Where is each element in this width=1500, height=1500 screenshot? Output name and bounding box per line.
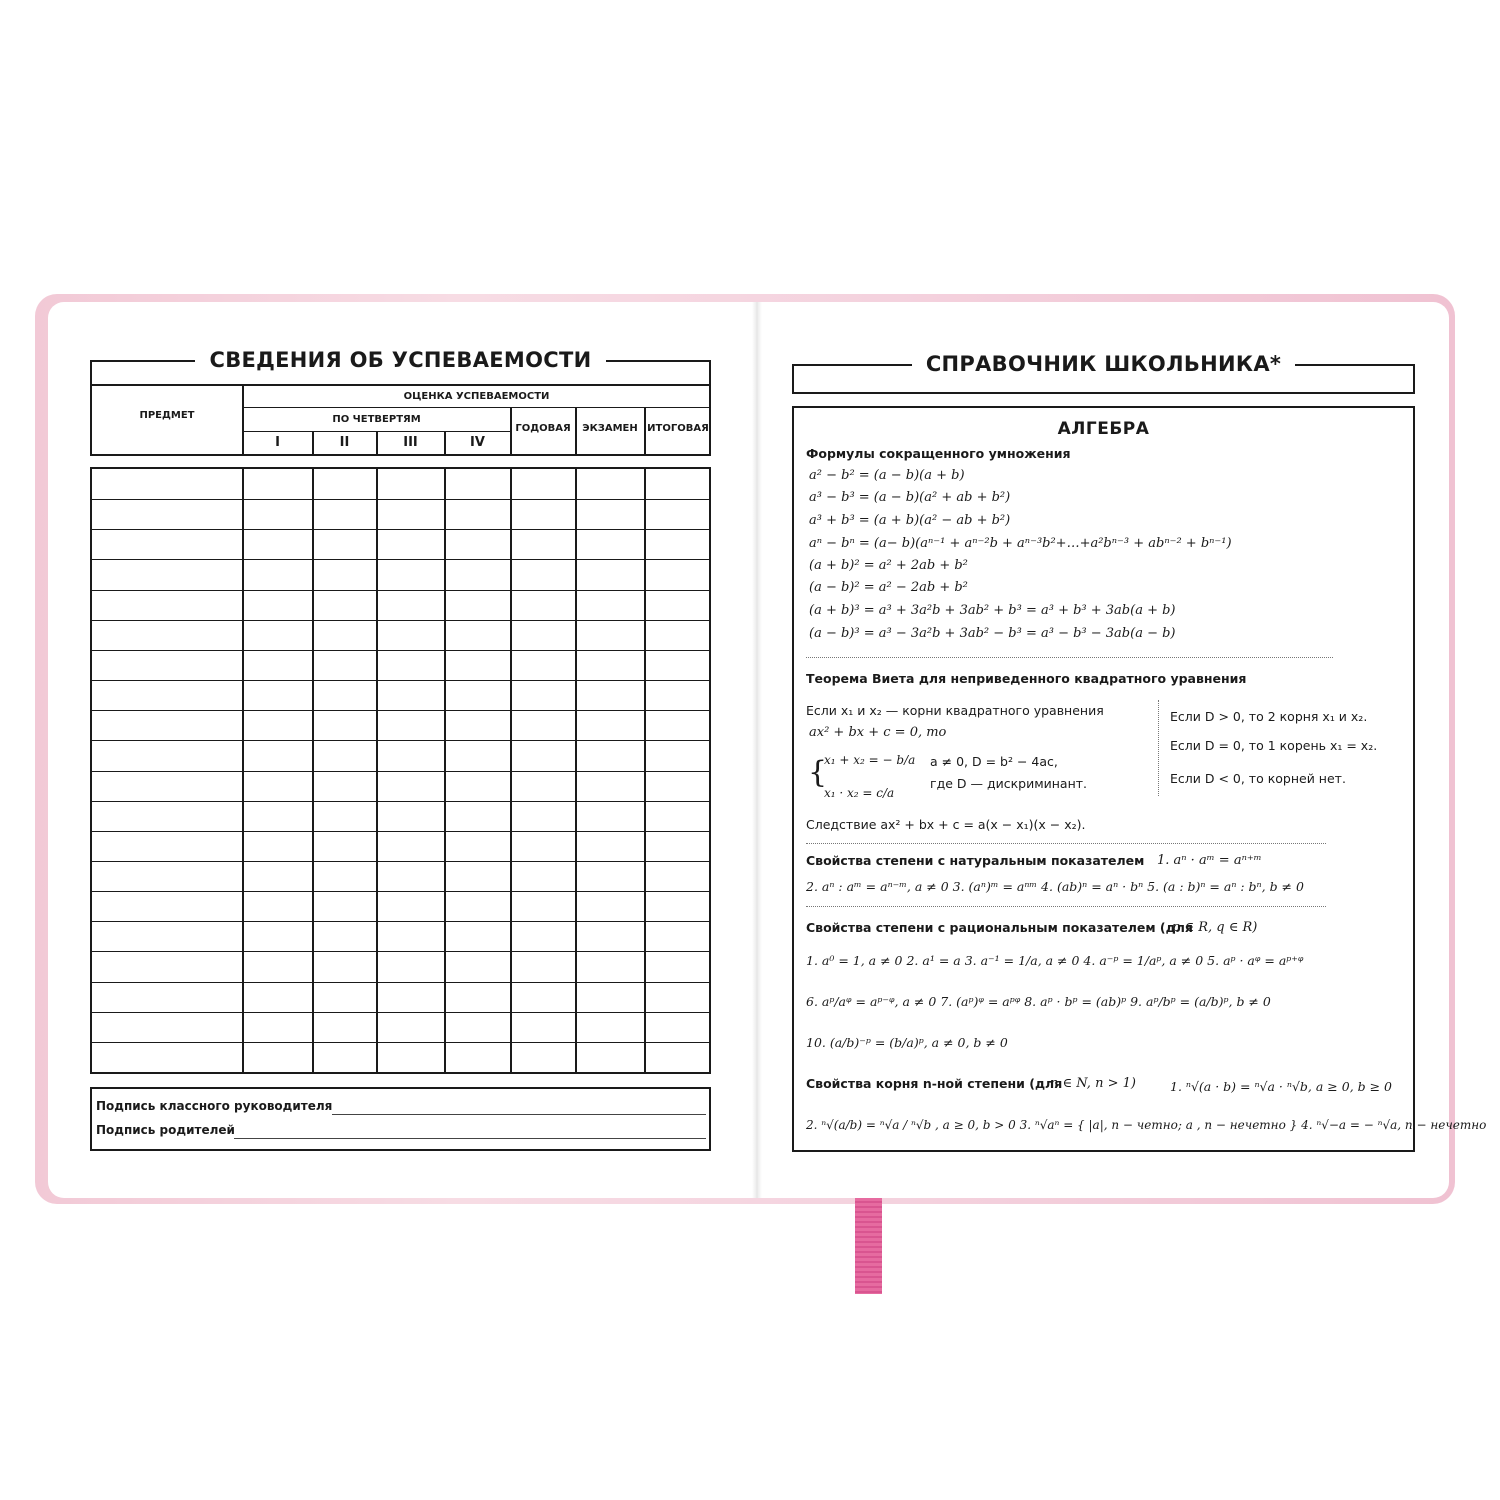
grades-grid [90, 467, 711, 1074]
formula: 2. aⁿ : aᵐ = aⁿ⁻ᵐ, a ≠ 0 3. (aⁿ)ᵐ = aⁿᵐ 4. (ab)ⁿ = aⁿ · bⁿ 5. (a : b)ⁿ = aⁿ : bⁿ, b ≠ 0 [806, 879, 1304, 894]
quarters-header: ПО ЧЕТВЕРТЯМ [332, 414, 421, 425]
table-row [92, 771, 709, 772]
section-condition: p ∈ R, q ∈ R) [1172, 920, 1258, 935]
table-row [92, 559, 709, 560]
section-separator [806, 657, 1333, 658]
section-title: Теорема Виета для неприведенного квадратного уравнения [806, 671, 1247, 686]
teacher-signature-label: Подпись классного руководителя [96, 1099, 333, 1113]
left-page-title: СВЕДЕНИЯ ОБ УСПЕВАЕМОСТИ [195, 348, 605, 372]
grades-header-label: ОЦЕНКА УСПЕВАЕМОСТИ [403, 391, 550, 402]
final-header: ИТОГОВАЯ [647, 423, 709, 434]
header-rule [243, 407, 710, 408]
formula: (a + b)² = a² + 2ab + b² [809, 558, 968, 573]
quarter-4-header: IV [470, 435, 485, 450]
vieta-condition: где D — дискриминант. [930, 776, 1088, 791]
section-separator [806, 906, 1326, 907]
vieta-text: Если x₁ и x₂ — корни квадратного уравнения [806, 703, 1104, 718]
system-brace: { [808, 755, 828, 790]
year-header: ГОДОВАЯ [515, 423, 571, 434]
table-row [92, 499, 709, 500]
section-title: Формулы сокращенного умножения [806, 446, 1071, 461]
section-title: Свойства степени с натуральным показателем [806, 853, 1145, 868]
notebook-spine [752, 302, 762, 1198]
formula: (a − b)³ = a³ − 3a²b + 3ab² − b³ = a³ − b³ − 3ab(a − b) [809, 626, 1176, 641]
parents-signature-label: Подпись родителей [96, 1123, 235, 1137]
table-row [92, 590, 709, 591]
discriminant-case: Если D = 0, то 1 корень x₁ = x₂. [1170, 738, 1378, 753]
formula: aⁿ − bⁿ = (a− b)(aⁿ⁻¹ + aⁿ⁻²b + aⁿ⁻³b²+…+a²bⁿ⁻³ + abⁿ⁻² + bⁿ⁻¹) [809, 536, 1232, 551]
parents-signature-line[interactable] [234, 1138, 706, 1139]
header-rule [90, 384, 711, 386]
formula: a³ + b³ = (a + b)(a² − ab + b²) [809, 513, 1011, 528]
section-title: Свойства степени с рациональным показателем (для [806, 920, 1193, 935]
table-row [92, 1042, 709, 1043]
formula: 10. (a/b)⁻ᵖ = (b/a)ᵖ, a ≠ 0, b ≠ 0 [806, 1035, 1008, 1050]
table-row [92, 921, 709, 922]
discriminant-case: Если D > 0, то 2 корня x₁ и x₂. [1170, 709, 1368, 724]
formula: 2. ⁿ√(a/b) = ⁿ√a / ⁿ√b , a ≥ 0, b > 0 3. ⁿ√aⁿ = { |a|, n − четно; a , n − нечетно } 4. ⁿ√−a = − ⁿ√a, n − нечетно [806, 1118, 1487, 1132]
section-separator [806, 843, 1326, 844]
formula: 1. ⁿ√(a · b) = ⁿ√a · ⁿ√b, a ≥ 0, b ≥ 0 [1170, 1079, 1393, 1094]
table-row [92, 650, 709, 651]
table-row [92, 740, 709, 741]
signatures-box [90, 1087, 711, 1151]
vieta-corollary: Следствие ax² + bx + c = a(x − x₁)(x − x₂). [806, 817, 1086, 832]
table-row [92, 951, 709, 952]
table-row [92, 891, 709, 892]
section-title: Свойства корня n-ной степени (для [806, 1076, 1063, 1091]
right-page-title: СПРАВОЧНИК ШКОЛЬНИКА* [912, 352, 1295, 376]
table-row [92, 861, 709, 862]
table-row [92, 801, 709, 802]
right-title-wrap [792, 352, 1415, 376]
quarter-3-header: III [403, 435, 418, 450]
formula: (a + b)³ = a³ + 3a²b + 3ab² + b³ = a³ + b³ + 3ab(a + b) [809, 603, 1176, 618]
formula: (a − b)² = a² − 2ab + b² [809, 580, 968, 595]
table-row [92, 680, 709, 681]
subject-header: ПРЕДМЕТ [139, 410, 195, 421]
table-row [92, 529, 709, 530]
vieta-divider [1158, 700, 1160, 796]
formula: 1. aⁿ · aᵐ = aⁿ⁺ᵐ [1157, 853, 1262, 868]
table-row [92, 982, 709, 983]
table-row [92, 710, 709, 711]
table-row [92, 831, 709, 832]
vieta-product: x₁ · x₂ = c/a [824, 786, 895, 800]
formula: a² − b² = (a − b)(a + b) [809, 468, 965, 483]
quarter-1-header: I [275, 435, 280, 450]
exam-header: ЭКЗАМЕН [582, 423, 638, 434]
section-condition: n ∈ N, n > 1) [1050, 1076, 1136, 1091]
table-row [92, 1012, 709, 1013]
algebra-heading: АЛГЕБРА [1057, 419, 1150, 439]
discriminant-case: Если D < 0, то корней нет. [1170, 771, 1346, 786]
vieta-condition: a ≠ 0, D = b² − 4ac, [930, 754, 1058, 769]
quarter-2-header: II [339, 435, 350, 450]
formula: 6. aᵖ/aᵠ = aᵖ⁻ᵠ, a ≠ 0 7. (aᵖ)ᵠ = aᵖᵠ 8. aᵖ · bᵖ = (ab)ᵖ 9. aᵖ/bᵖ = (a/b)ᵖ, b ≠ 0 [806, 994, 1271, 1009]
teacher-signature-line[interactable] [332, 1114, 706, 1115]
vieta-text: ax² + bx + c = 0, то [809, 725, 947, 740]
formula: a³ − b³ = (a − b)(a² + ab + b²) [809, 490, 1011, 505]
table-row [92, 620, 709, 621]
formula: 1. a⁰ = 1, a ≠ 0 2. a¹ = a 3. a⁻¹ = 1/a, a ≠ 0 4. a⁻ᵖ = 1/aᵖ, a ≠ 0 5. aᵖ · aᵠ = aᵖ⁺ᵠ [806, 953, 1304, 968]
bookmark-ribbon [855, 1198, 882, 1294]
vieta-sum: x₁ + x₂ = − b/a [824, 753, 916, 767]
